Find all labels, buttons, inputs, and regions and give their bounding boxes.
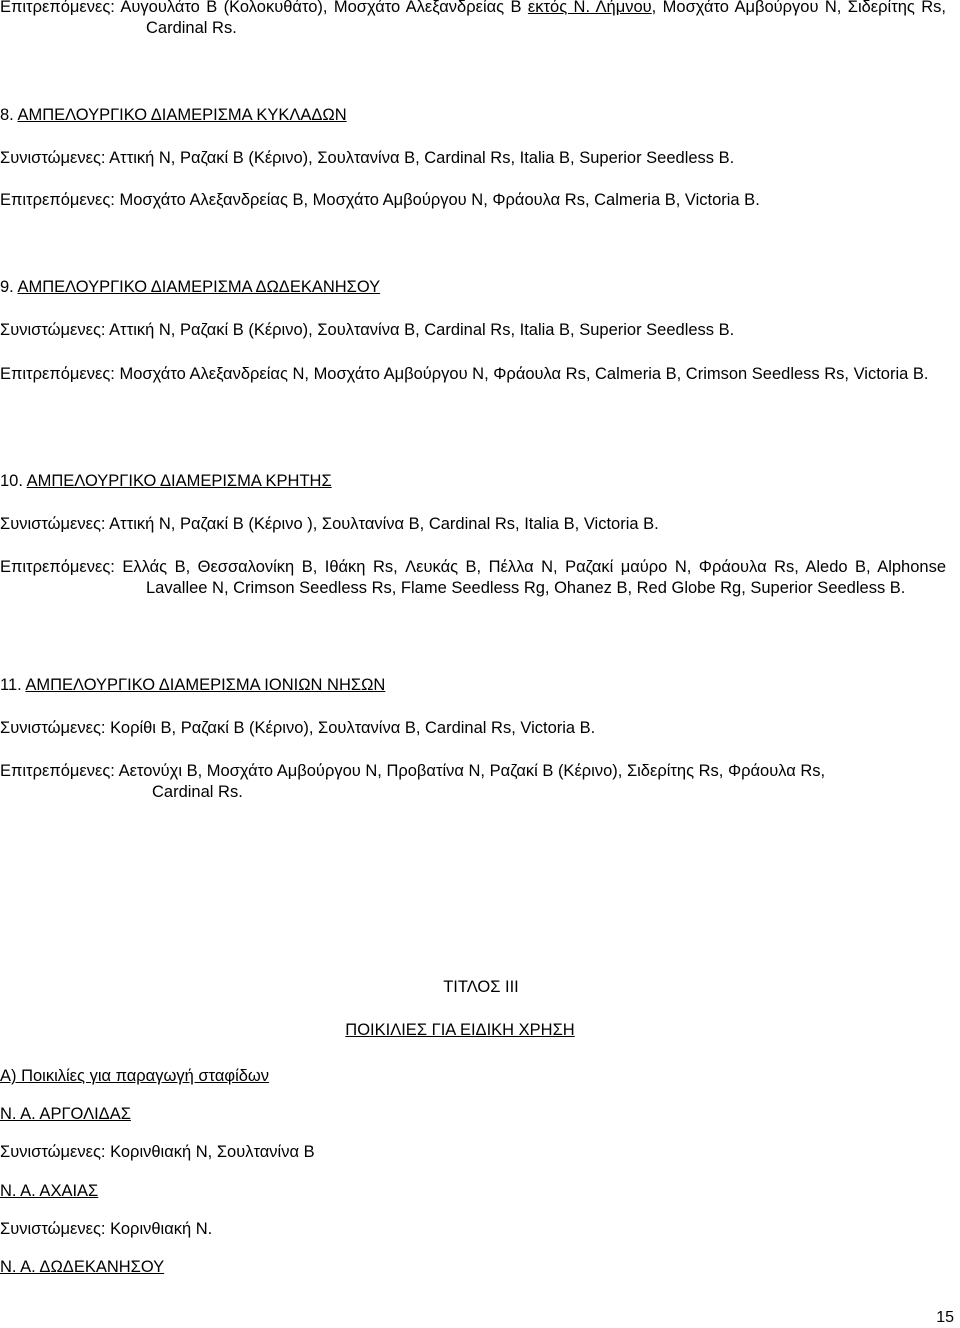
permitted-text: Αυγουλάτο Β (Κολοκυθάτο), Μοσχάτο Αλεξανδρείας Β <box>114 0 528 16</box>
section-title: ΑΜΠΕΛΟΥΡΓΙΚΟ ΔΙΑΜΕΡΙΣΜΑ ΙΟΝΙΩΝ ΝΗΣΩΝ <box>25 676 386 694</box>
permitted-label: Επιτρεπόμενες: <box>0 191 115 209</box>
recommended-label: Συνιστώμενες: <box>0 149 106 167</box>
title-heading: ΠΟΙΚΙΛΙΕΣ ΓΙΑ ΕΙΔΙΚΗ ΧΡΗΣΗ <box>345 1021 575 1039</box>
subsection-heading: Α) Ποικιλίες για παραγωγή σταφίδων <box>0 1067 270 1085</box>
permitted-paragraph-8 <box>0 190 946 211</box>
section-heading-8 <box>0 105 946 126</box>
permitted-text-end: , Μοσχάτο Αμβούργου Ν, Σιδερίτης Rs, Cardinal Rs. <box>146 0 946 37</box>
permitted-paragraph-continued <box>0 0 946 39</box>
permitted-label: Επιτρεπόμενες: <box>0 558 115 576</box>
permitted-paragraph-11 <box>0 761 880 803</box>
permitted-label: Επιτρεπόμενες: <box>0 365 115 383</box>
recommended-text: Αττική Ν, Ραζακί Β (Κέρινο), Σουλτανίνα Β, Cardinal Rs, Italia B, Superior Seedless B. <box>105 149 735 167</box>
permitted-label: Επιτρεπόμενες: <box>0 762 115 780</box>
recommended-text: Αττική Ν, Ραζακί Β (Κέρινο ), Σουλτανίνα Β, Cardinal Rs, Italia B, Victoria B. <box>105 515 659 533</box>
section-heading-10 <box>0 471 946 492</box>
section-number: 11. <box>0 676 26 694</box>
page-number: 15 <box>936 1309 954 1326</box>
permitted-text: Μοσχάτο Αλεξανδρείας Ν, Μοσχάτο Αμβούργου Ν, Φράουλα Rs, Calmeria B, Crimson Seedless Rs, Victoria B. <box>114 365 929 383</box>
recommended-paragraph-8 <box>0 148 946 169</box>
permitted-paragraph-9 <box>0 364 946 385</box>
recommended-text: Αττική Ν, Ραζακί Β (Κέρινο), Σουλτανίνα Β, Cardinal Rs, Italia B, Superior Seedless B. <box>105 321 735 339</box>
permitted-paragraph-10 <box>0 557 946 599</box>
section-heading-9 <box>0 277 946 298</box>
prefecture-achaia: Ν. Α. ΑΧΑΙΑΣ <box>0 1182 99 1200</box>
permitted-label: Επιτρεπόμενες: <box>0 0 115 16</box>
permitted-exception: εκτός Ν. Λήμνου <box>527 0 652 16</box>
section-heading-11 <box>0 675 946 696</box>
recommended-achaia: Συνιστώμενες: Κορινθιακή Ν. <box>0 1220 213 1238</box>
section-number: 10. <box>0 472 27 490</box>
section-title: ΑΜΠΕΛΟΥΡΓΙΚΟ ΔΙΑΜΕΡΙΣΜΑ ΚΥΚΛΑΔΩΝ <box>17 106 347 124</box>
recommended-label: Συνιστώμενες: <box>0 515 106 533</box>
recommended-text: Κορίθι Β, Ραζακί Β (Κέρινο), Σουλτανίνα Β, Cardinal Rs, Victoria B. <box>105 719 596 737</box>
recommended-paragraph-11 <box>0 718 946 739</box>
recommended-label: Συνιστώμενες: <box>0 321 106 339</box>
recommended-label: Συνιστώμενες: <box>0 719 106 737</box>
permitted-text: Αετονύχι Β, Μοσχάτο Αμβούργου Ν, Προβατίνα Ν, Ραζακί Β (Κέρινο), Σιδερίτης Rs, Φράουλα Rs, Cardinal Rs. <box>114 762 826 801</box>
title-number: ΤΙΤΛΟΣ ΙΙΙ <box>443 978 519 996</box>
recommended-argolida: Συνιστώμενες: Κορινθιακή Ν, Σουλτανίνα Β <box>0 1143 315 1161</box>
prefecture-dodecanese: Ν. Α. ΔΩΔΕΚΑΝΗΣΟΥ <box>0 1258 165 1276</box>
section-title: ΑΜΠΕΛΟΥΡΓΙΚΟ ΔΙΑΜΕΡΙΣΜΑ ΔΩΔΕΚΑΝΗΣΟΥ <box>17 278 381 296</box>
section-number: 9. <box>0 278 18 296</box>
recommended-paragraph-9 <box>0 320 946 341</box>
section-title: ΑΜΠΕΛΟΥΡΓΙΚΟ ΔΙΑΜΕΡΙΣΜΑ ΚΡΗΤΗΣ <box>26 472 332 490</box>
permitted-text: Μοσχάτο Αλεξανδρείας Β, Μοσχάτο Αμβούργου Ν, Φράουλα Rs, Calmeria B, Victoria B. <box>114 191 760 209</box>
prefecture-argolida: Ν. Α. ΑΡΓΟΛΙΔΑΣ <box>0 1105 131 1123</box>
permitted-text: Ελλάς Β, Θεσσαλονίκη Β, Ιθάκη Rs, Λευκάς Β, Πέλλα Ν, Ραζακί μαύρο Ν, Φράουλα Rs, Aledo B, Alphonse Lavallee N, Crimson Seedless Rs, Flame Seedless Rg, Ohanez B, Red Globe Rg, Superior Seedless B. <box>114 558 946 597</box>
section-number: 8. <box>0 106 18 124</box>
recommended-paragraph-10 <box>0 514 946 535</box>
